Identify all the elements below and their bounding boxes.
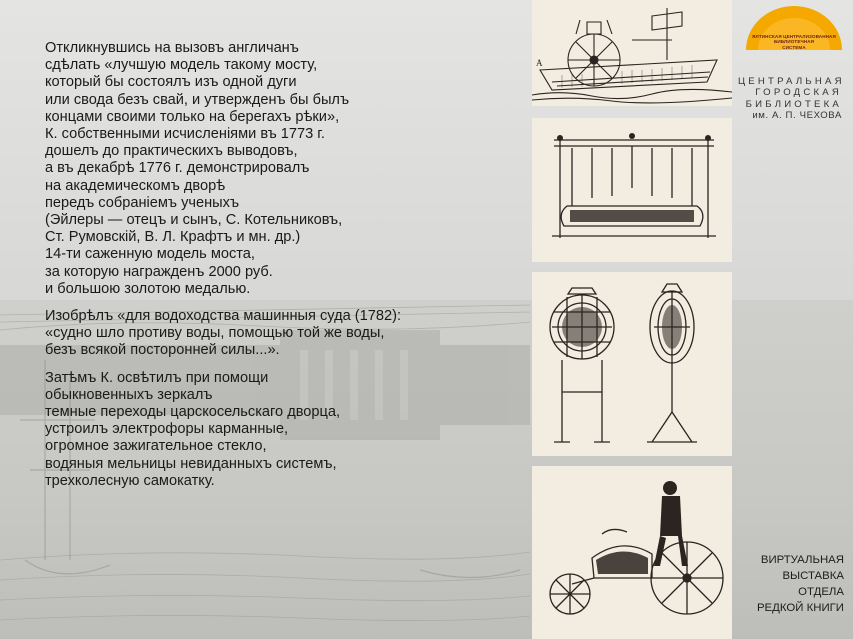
bridge-frame-illustration bbox=[532, 118, 732, 262]
text-line: трехколесную самокатку. bbox=[45, 472, 215, 489]
logo-caption-line: БИБЛИОТЕЧНАЯ bbox=[773, 39, 815, 45]
exhibit-caption-line: ВЫСТАВКА bbox=[782, 570, 844, 582]
exhibit-caption-line: ВИРТУАЛЬНАЯ bbox=[760, 554, 844, 566]
text-line: и большою золотою медалью. bbox=[45, 280, 251, 297]
text-line: сдѣлать «лучшую модель такому мосту, bbox=[45, 57, 318, 74]
mirror-lanterns-drawing bbox=[532, 272, 732, 456]
text-line: устроилъ электрофоры карманные, bbox=[45, 421, 289, 438]
text-line: огромное зажигательное стекло, bbox=[45, 438, 267, 455]
text-line: безъ всякой посторонней силы...». bbox=[45, 342, 280, 359]
text-line: а въ декабрѣ 1776 г. демонстрировалъ bbox=[45, 160, 310, 177]
logo-caption-line: ЯЛТИНСКАЯ ЦЕНТРАЛИЗОВАННАЯ bbox=[752, 34, 836, 39]
library-name-line: им. А. П. ЧЕХОВА bbox=[752, 110, 842, 122]
exhibit-caption bbox=[730, 552, 844, 616]
library-name bbox=[738, 76, 845, 122]
exhibit-caption-line: РЕДКОЙ КНИГИ bbox=[756, 602, 844, 614]
text-line: обыкновенныхъ зеркалъ bbox=[45, 386, 213, 403]
text-line: К. собственными исчисленіями въ 1773 г. bbox=[45, 126, 325, 143]
text-line: который бы состоялъ изъ одной дуги bbox=[45, 74, 297, 91]
text-line: 14-ти саженную модель моста, bbox=[45, 246, 255, 263]
paragraph-bridge-model bbox=[45, 40, 505, 298]
main-text bbox=[45, 40, 505, 500]
text-line: Ст. Румовскій, В. Л. Крафтъ и мн. др.) bbox=[45, 229, 301, 246]
text-line: «судно шло противу воды, помощью той же воды, bbox=[45, 325, 385, 342]
text-line: Откликнувшись на вызовъ англичанъ bbox=[45, 40, 299, 56]
library-logo bbox=[742, 4, 846, 74]
paragraph-inventions bbox=[45, 370, 505, 490]
logo-caption-line: СИСТЕМА bbox=[782, 44, 806, 50]
bridge-frame-drawing bbox=[532, 118, 732, 262]
logo-caption bbox=[742, 34, 846, 50]
exhibit-caption-line: ОТДЕЛА bbox=[798, 586, 844, 598]
paragraph-water-ships bbox=[45, 308, 505, 360]
library-name-line: БИБЛИОТЕКА bbox=[745, 98, 842, 110]
paddle-wheel-boat-illustration bbox=[532, 0, 732, 106]
text-line: (Эйлеры — отецъ и сынъ, С. Котельниковъ, bbox=[45, 212, 343, 229]
text-line: за которую награжденъ 2000 руб. bbox=[45, 263, 273, 280]
library-name-line: ЦЕНТРАЛЬНАЯ bbox=[738, 76, 845, 87]
text-line: концами своими только на берегахъ рѣки», bbox=[45, 108, 340, 125]
text-line: на академическомъ дворѣ bbox=[45, 177, 226, 194]
text-line: Изобрѣлъ «для водоходства машинныя суда (1782): bbox=[45, 308, 401, 325]
library-name-line: ГОРОДСКАЯ bbox=[755, 87, 842, 99]
three-wheeled-carriage-illustration bbox=[532, 466, 732, 639]
mirror-lanterns-illustration bbox=[532, 272, 732, 456]
text-line: дошелъ до практическихъ выводовъ, bbox=[45, 143, 298, 160]
text-line: или свода безъ свай, и утвержденъ бы былъ bbox=[45, 91, 350, 108]
text-line: водяныя мельницы невиданныхъ системъ, bbox=[45, 455, 337, 472]
text-line: темные переходы царскосельскаго дворца, bbox=[45, 404, 341, 421]
paddle-wheel-boat-drawing bbox=[532, 0, 732, 106]
three-wheeled-carriage-drawing bbox=[532, 466, 732, 639]
text-line: передъ собраніемъ ученыхъ bbox=[45, 194, 240, 211]
illustration-label: A bbox=[536, 58, 543, 68]
text-line: Затѣмъ К. освѣтилъ при помощи bbox=[45, 369, 269, 386]
